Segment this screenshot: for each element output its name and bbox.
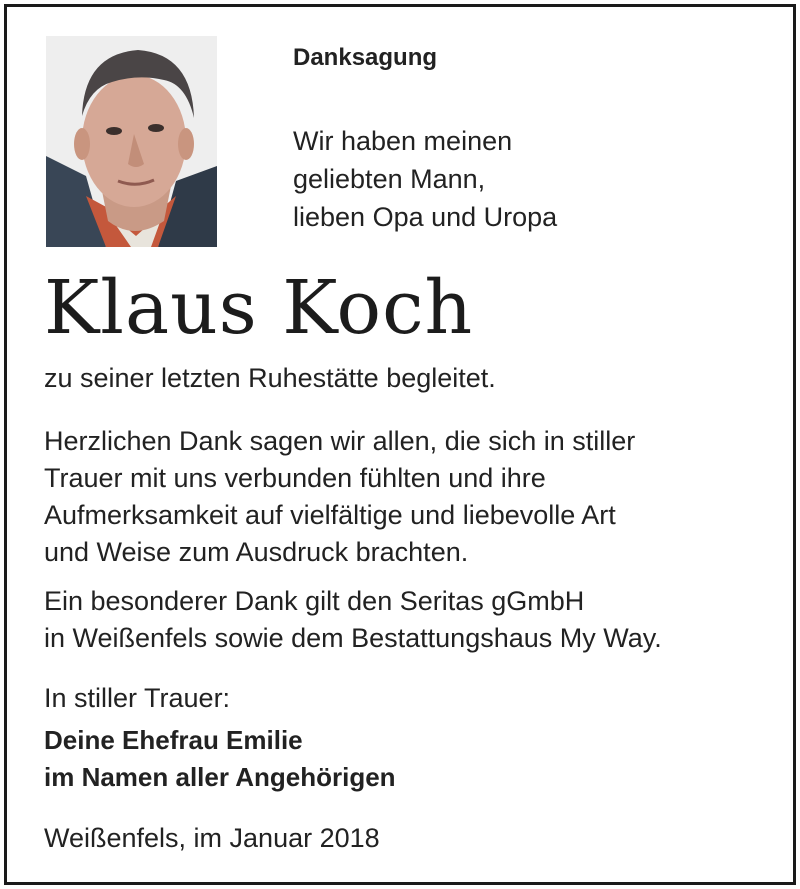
heading-danksagung: Danksagung xyxy=(293,44,438,71)
deceased-name: Klaus Koch xyxy=(44,265,474,351)
thanks-line: Trauer mit uns verbunden fühlten und ihre xyxy=(44,463,546,493)
signer-line: im Namen aller Angehörigen xyxy=(44,762,396,792)
intro-line: lieben Opa und Uropa xyxy=(293,202,558,232)
thanks-paragraph xyxy=(44,423,635,571)
signer-line: Deine Ehefrau Emilie xyxy=(44,725,303,755)
portrait-illustration xyxy=(46,36,217,247)
special-thanks-line: in Weißenfels sowie dem Bestattungshaus My Way. xyxy=(44,623,662,653)
signers xyxy=(44,722,396,796)
thanks-line: Aufmerksamkeit auf vielfältige und liebevolle Art xyxy=(44,500,616,530)
intro-text xyxy=(293,122,557,236)
special-thanks-paragraph xyxy=(44,583,662,657)
portrait-photo xyxy=(46,36,217,247)
thanks-line: und Weise zum Ausdruck brachten. xyxy=(44,537,469,567)
intro-line: Wir haben meinen xyxy=(293,126,513,156)
intro-line: geliebten Mann, xyxy=(293,164,486,194)
thanks-line: Herzlichen Dank sagen wir allen, die sich in stiller xyxy=(44,426,636,456)
special-thanks-line: Ein besonderer Dank gilt den Seritas gGmbH xyxy=(44,586,585,616)
mourning-label: In stiller Trauer: xyxy=(44,683,231,713)
resting-place-line: zu seiner letzten Ruhestätte begleitet. xyxy=(44,363,496,393)
place-date: Weißenfels, im Januar 2018 xyxy=(44,823,380,853)
